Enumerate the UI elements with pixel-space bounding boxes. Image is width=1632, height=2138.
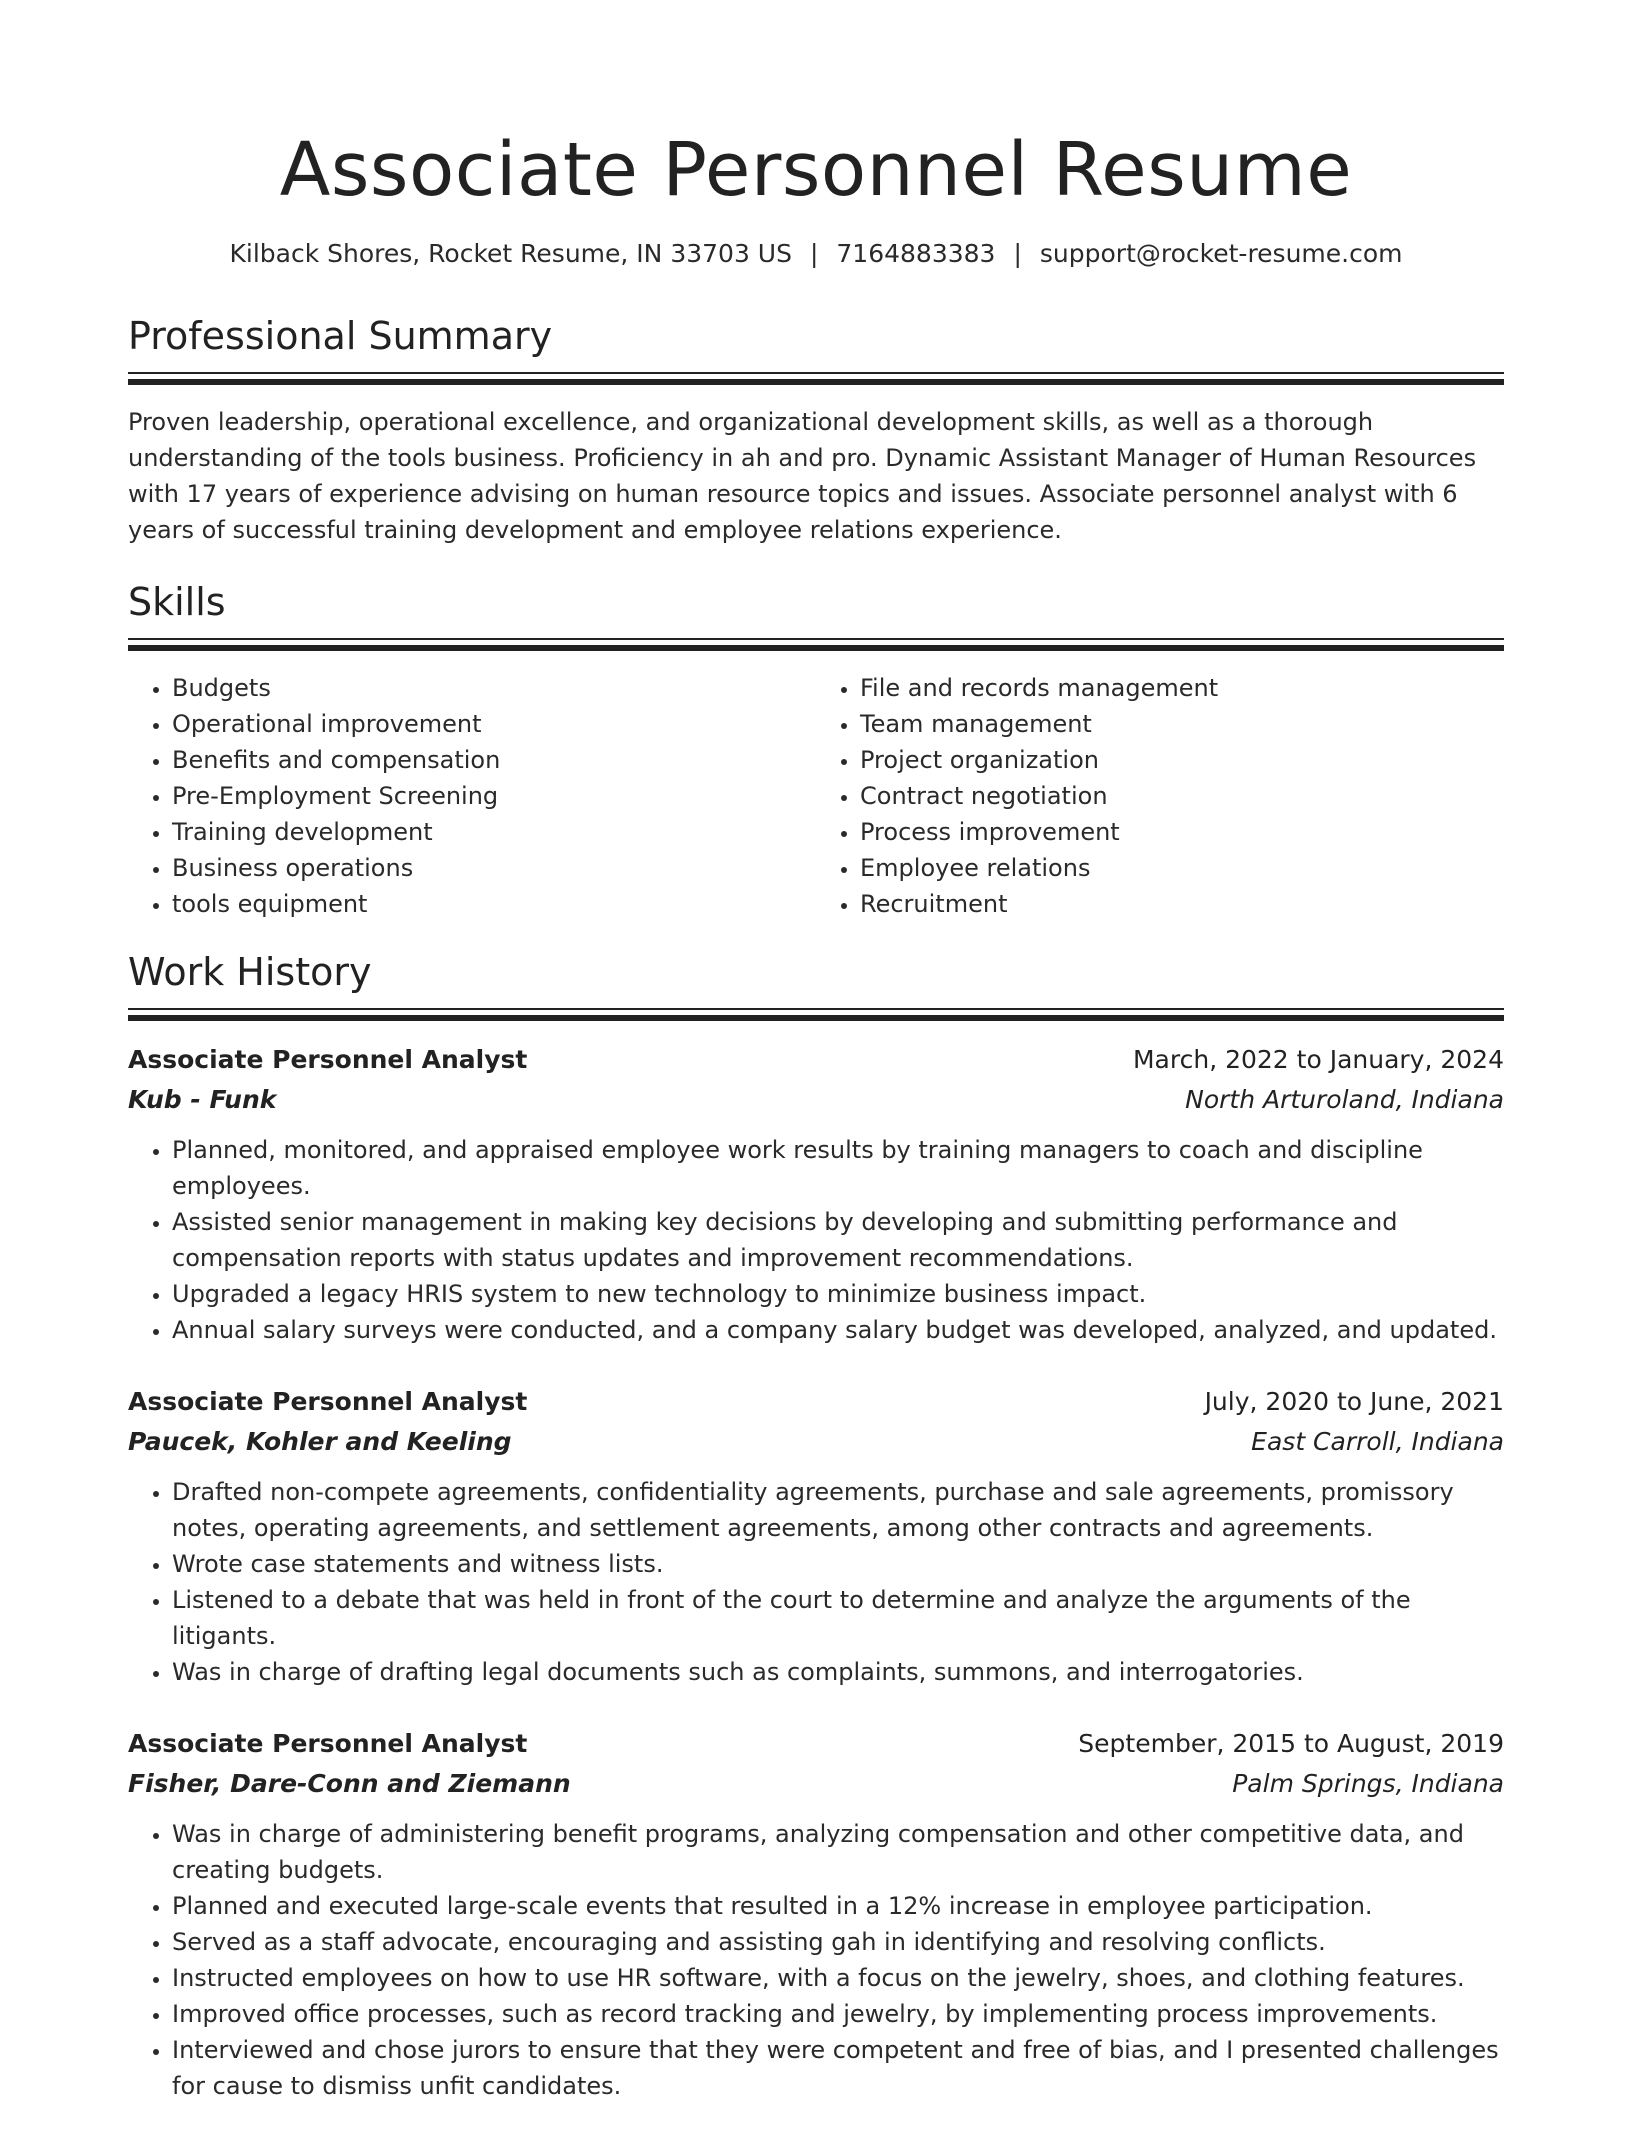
job-bullet: • Was in charge of drafting legal documents such as complaints, summons, and interrogatories. — [172, 1654, 1504, 1690]
job-location: East Carroll, Indiana — [1251, 1427, 1504, 1456]
job-entry — [128, 1382, 1504, 1690]
job-bullet: • Planned, monitored, and appraised employee work results by training managers to coach and discipline employees. — [172, 1132, 1504, 1204]
contact-email: support@rocket-resume.com — [1039, 239, 1403, 268]
skills-column-left — [128, 670, 816, 922]
contact-separator: | — [1013, 239, 1022, 268]
skill-item: • Team management — [860, 706, 1504, 742]
job-bullets — [128, 1132, 1504, 1348]
skill-item: • Benefits and compensation — [172, 742, 816, 778]
job-bullet: • Wrote case statements and witness lists. — [172, 1546, 1504, 1582]
skills-list — [128, 670, 1504, 922]
job-dates: March, 2022 to January, 2024 — [1132, 1045, 1504, 1074]
skill-item: • Operational improvement — [172, 706, 816, 742]
skill-item: • Business operations — [172, 850, 816, 886]
job-dates: September, 2015 to August, 2019 — [1078, 1729, 1504, 1758]
skill-item: • File and records management — [860, 670, 1504, 706]
work-history-heading: Work History — [128, 950, 372, 994]
job-bullets — [128, 1816, 1504, 2104]
job-bullet: • Upgraded a legacy HRIS system to new technology to minimize business impact. — [172, 1276, 1504, 1312]
job-location: Palm Springs, Indiana — [1232, 1769, 1504, 1798]
job-bullet: • Planned and executed large-scale events that resulted in a 12% increase in employee participation. — [172, 1888, 1504, 1924]
job-bullet: • Listened to a debate that was held in front of the court to determine and analyze the arguments of the litigants. — [172, 1582, 1504, 1654]
skill-item: • Pre-Employment Screening — [172, 778, 816, 814]
job-company: Kub - Funk — [128, 1085, 277, 1114]
job-title: Associate Personnel Analyst — [128, 1729, 528, 1758]
job-entry — [128, 1724, 1504, 2104]
job-company: Fisher, Dare-Conn and Ziemann — [128, 1769, 571, 1798]
job-bullet: • Instructed employees on how to use HR software, with a focus on the jewelry, shoes, and clothing features. — [172, 1960, 1504, 1996]
job-entry — [128, 1040, 1504, 1348]
job-bullet: • Interviewed and chose jurors to ensure that they were competent and free of bias, and I presented challenges for cause to dismiss unfit candidates. — [172, 2032, 1504, 2104]
job-title: Associate Personnel Analyst — [128, 1045, 528, 1074]
job-bullet: • Served as a staff advocate, encouraging and assisting gah in identifying and resolving conflicts. — [172, 1924, 1504, 1960]
skill-item: • Process improvement — [860, 814, 1504, 850]
job-location: North Arturoland, Indiana — [1185, 1085, 1504, 1114]
resume-title: Associate Personnel Resume — [279, 127, 1353, 213]
job-dates: July, 2020 to June, 2021 — [1204, 1387, 1504, 1416]
skill-item: • Budgets — [172, 670, 816, 706]
summary-section — [128, 312, 1504, 548]
skill-item: • Training development — [172, 814, 816, 850]
summary-text: Proven leadership, operational excellence, and organizational development skills, as well as a thorough understanding of the tools business. Proficiency in ah and pro. Dynamic Assistant Manager of Human Resources with 17 years of experience advising on human resource topics and issues. Associate personnel analyst with 6 years of successful training development and employee relations experience. — [128, 408, 1477, 544]
job-bullet: • Assisted senior management in making key decisions by developing and submitting performance and compensation reports with status updates and improvement recommendations. — [172, 1204, 1504, 1276]
job-title: Associate Personnel Analyst — [128, 1387, 528, 1416]
contact-line — [128, 236, 1504, 272]
skill-item: • Employee relations — [860, 850, 1504, 886]
contact-phone: 7164883383 — [836, 239, 996, 268]
skill-item: • Contract negotiation — [860, 778, 1504, 814]
skill-item: • Recruitment — [860, 886, 1504, 922]
skill-item: • tools equipment — [172, 886, 816, 922]
skill-item: • Project organization — [860, 742, 1504, 778]
skills-column-right — [816, 670, 1504, 922]
work-history-section — [128, 948, 1504, 2104]
contact-address: Kilback Shores, Rocket Resume, IN 33703 US — [229, 239, 792, 268]
job-company: Paucek, Kohler and Keeling — [128, 1427, 512, 1456]
job-bullet: • Improved office processes, such as record tracking and jewelry, by implementing process improvements. — [172, 1996, 1504, 2032]
contact-separator: | — [809, 239, 819, 268]
summary-heading: Professional Summary — [128, 314, 553, 358]
job-bullets — [128, 1474, 1504, 1690]
skills-heading: Skills — [128, 580, 226, 624]
section-divider — [128, 372, 1504, 386]
job-bullet: • Annual salary surveys were conducted, and a company salary budget was developed, analyzed, and updated. — [172, 1312, 1504, 1348]
skills-section — [128, 578, 1504, 922]
section-divider — [128, 1008, 1504, 1022]
resume-page — [128, 0, 1504, 2138]
section-divider — [128, 638, 1504, 652]
job-bullet: • Drafted non-compete agreements, confidentiality agreements, purchase and sale agreements, promissory notes, operating agreements, and settlement agreements, among other contracts and agreements. — [172, 1474, 1504, 1546]
job-bullet: • Was in charge of administering benefit programs, analyzing compensation and other competitive data, and creating budgets. — [172, 1816, 1504, 1888]
